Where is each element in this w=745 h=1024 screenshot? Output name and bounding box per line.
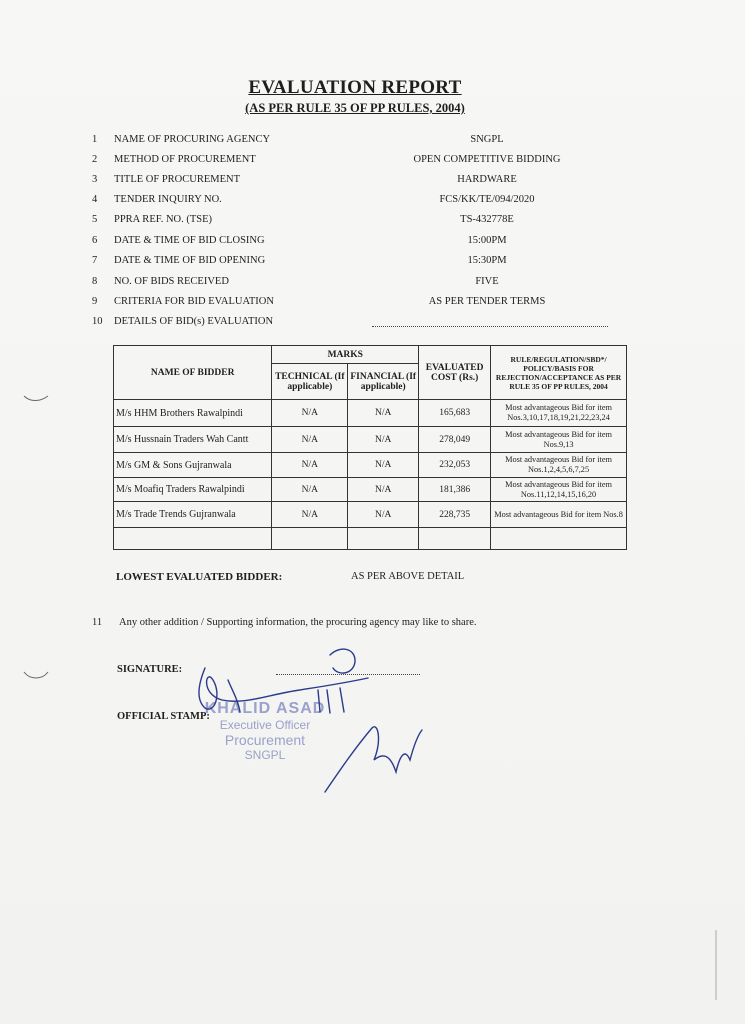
table-row	[114, 502, 627, 528]
financial-marks: N/A	[348, 427, 419, 453]
info-row	[92, 194, 692, 210]
info-row	[92, 296, 692, 312]
bidder-name: M/s HHM Brothers Rawalpindi	[114, 400, 272, 427]
official-stamp	[190, 700, 340, 762]
report-subtitle: (AS PER RULE 35 OF PP RULES, 2004)	[245, 101, 465, 115]
header-bidder-name: NAME OF BIDDER	[114, 346, 272, 400]
row-number: 6	[92, 235, 98, 246]
edge-mark	[24, 672, 48, 678]
table-row	[114, 427, 627, 453]
bid-evaluation-table	[113, 345, 627, 550]
header-financial: FINANCIAL (If applicable)	[348, 364, 419, 400]
row-label: PPRA REF. NO. (TSE)	[114, 214, 213, 225]
info-row	[92, 214, 692, 230]
bidder-name: M/s Hussnain Traders Wah Cantt	[114, 427, 272, 453]
evaluation-basis: Most advantageous Bid for item Nos.9,13	[491, 427, 627, 453]
financial-marks: N/A	[348, 502, 419, 528]
evaluated-cost: 278,049	[419, 427, 491, 453]
stamp-designation: Executive Officer	[219, 718, 311, 732]
stamp-name: KHALID ASAD	[204, 700, 326, 717]
row-number: 7	[92, 255, 98, 266]
signature-line	[276, 674, 420, 675]
row-label: TENDER INQUIRY NO.	[114, 194, 222, 205]
row-label: DATE & TIME OF BID CLOSING	[114, 235, 265, 246]
stamp-company: SNGPL	[244, 748, 286, 762]
technical-marks: N/A	[272, 400, 348, 427]
row-label: DATE & TIME OF BID OPENING	[114, 255, 266, 266]
row-value: AS PER TENDER TERMS	[428, 296, 546, 307]
row-number: 8	[92, 276, 98, 287]
row-value: TS-432778E	[460, 214, 514, 225]
row-label: TITLE OF PROCUREMENT	[114, 174, 240, 185]
item-11-number: 11	[92, 617, 103, 628]
financial-marks: N/A	[348, 453, 419, 478]
technical-marks: N/A	[272, 453, 348, 478]
row-value: FCS/KK/TE/094/2020	[439, 194, 535, 205]
info-row	[92, 134, 692, 150]
table-row-empty	[114, 528, 627, 550]
row-number: 3	[92, 174, 98, 185]
signature-label: SIGNATURE:	[117, 664, 183, 675]
header-evaluated-cost: EVALUATED COST (Rs.)	[419, 346, 491, 400]
edge-mark	[24, 396, 48, 401]
financial-marks: N/A	[348, 478, 419, 502]
header-rule-basis: RULE/REGULATION/SBD*/ POLICY/BASIS FOR REJECTION/ACCEPTANCE AS PER RULE 35 OF PP RULES, 2004	[491, 346, 627, 400]
evaluated-cost: 228,735	[419, 502, 491, 528]
row-number: 10	[92, 316, 103, 327]
info-row	[92, 276, 692, 292]
header-technical: TECHNICAL (If applicable)	[272, 364, 348, 400]
row-label: DETAILS OF BID(s) EVALUATION	[114, 316, 274, 327]
lowest-bidder-value: AS PER ABOVE DETAIL	[351, 571, 465, 582]
bidder-name: M/s GM & Sons Gujranwala	[114, 453, 272, 478]
evaluation-basis: Most advantageous Bid for item Nos.3,10,17,18,19,21,22,23,24	[491, 400, 627, 427]
row-number: 1	[92, 134, 98, 145]
table-row	[114, 478, 627, 502]
lowest-bidder-label: LOWEST EVALUATED BIDDER:	[116, 571, 283, 583]
dotted-line	[372, 326, 608, 327]
header-marks: MARKS	[272, 346, 419, 364]
row-value: 15:30PM	[467, 255, 507, 266]
official-stamp-label: OFFICIAL STAMP:	[117, 711, 210, 722]
info-row	[92, 154, 692, 170]
info-row	[92, 316, 692, 332]
row-value: 15:00PM	[467, 235, 507, 246]
row-value: HARDWARE	[457, 174, 517, 185]
financial-marks: N/A	[348, 400, 419, 427]
row-value: OPEN COMPETITIVE BIDDING	[413, 154, 561, 165]
row-label: METHOD OF PROCUREMENT	[114, 154, 256, 165]
info-row	[92, 174, 692, 190]
technical-marks: N/A	[272, 427, 348, 453]
row-value: FIVE	[475, 276, 499, 287]
evaluation-basis: Most advantageous Bid for item Nos.11,12,14,15,16,20	[491, 478, 627, 502]
technical-marks: N/A	[272, 502, 348, 528]
row-number: 4	[92, 194, 98, 205]
row-value: SNGPL	[470, 134, 504, 145]
info-row	[92, 235, 692, 251]
row-label: NAME OF PROCURING AGENCY	[114, 134, 271, 145]
table-row	[114, 400, 627, 427]
evaluated-cost: 181,386	[419, 478, 491, 502]
info-row	[92, 255, 692, 271]
row-number: 9	[92, 296, 98, 307]
evaluation-basis: Most advantageous Bid for item Nos.8	[491, 502, 627, 528]
signature-stroke	[330, 649, 355, 673]
bidder-name: M/s Trade Trends Gujranwala	[114, 502, 272, 528]
row-number: 5	[92, 214, 98, 225]
evaluated-cost: 232,053	[419, 453, 491, 478]
evaluated-cost: 165,683	[419, 400, 491, 427]
technical-marks: N/A	[272, 478, 348, 502]
row-number: 2	[92, 154, 98, 165]
report-title: EVALUATION REPORT	[248, 77, 462, 98]
bidder-name: M/s Moafiq Traders Rawalpindi	[114, 478, 272, 502]
row-label: CRITERIA FOR BID EVALUATION	[114, 296, 274, 307]
table-row	[114, 453, 627, 478]
stamp-department: Procurement	[224, 732, 306, 748]
row-label: NO. OF BIDS RECEIVED	[114, 276, 229, 287]
item-11-text: Any other addition / Supporting information, the procuring agency may like to share.	[119, 617, 477, 628]
evaluation-basis: Most advantageous Bid for item Nos.1,2,4,5,6,7,25	[491, 453, 627, 478]
